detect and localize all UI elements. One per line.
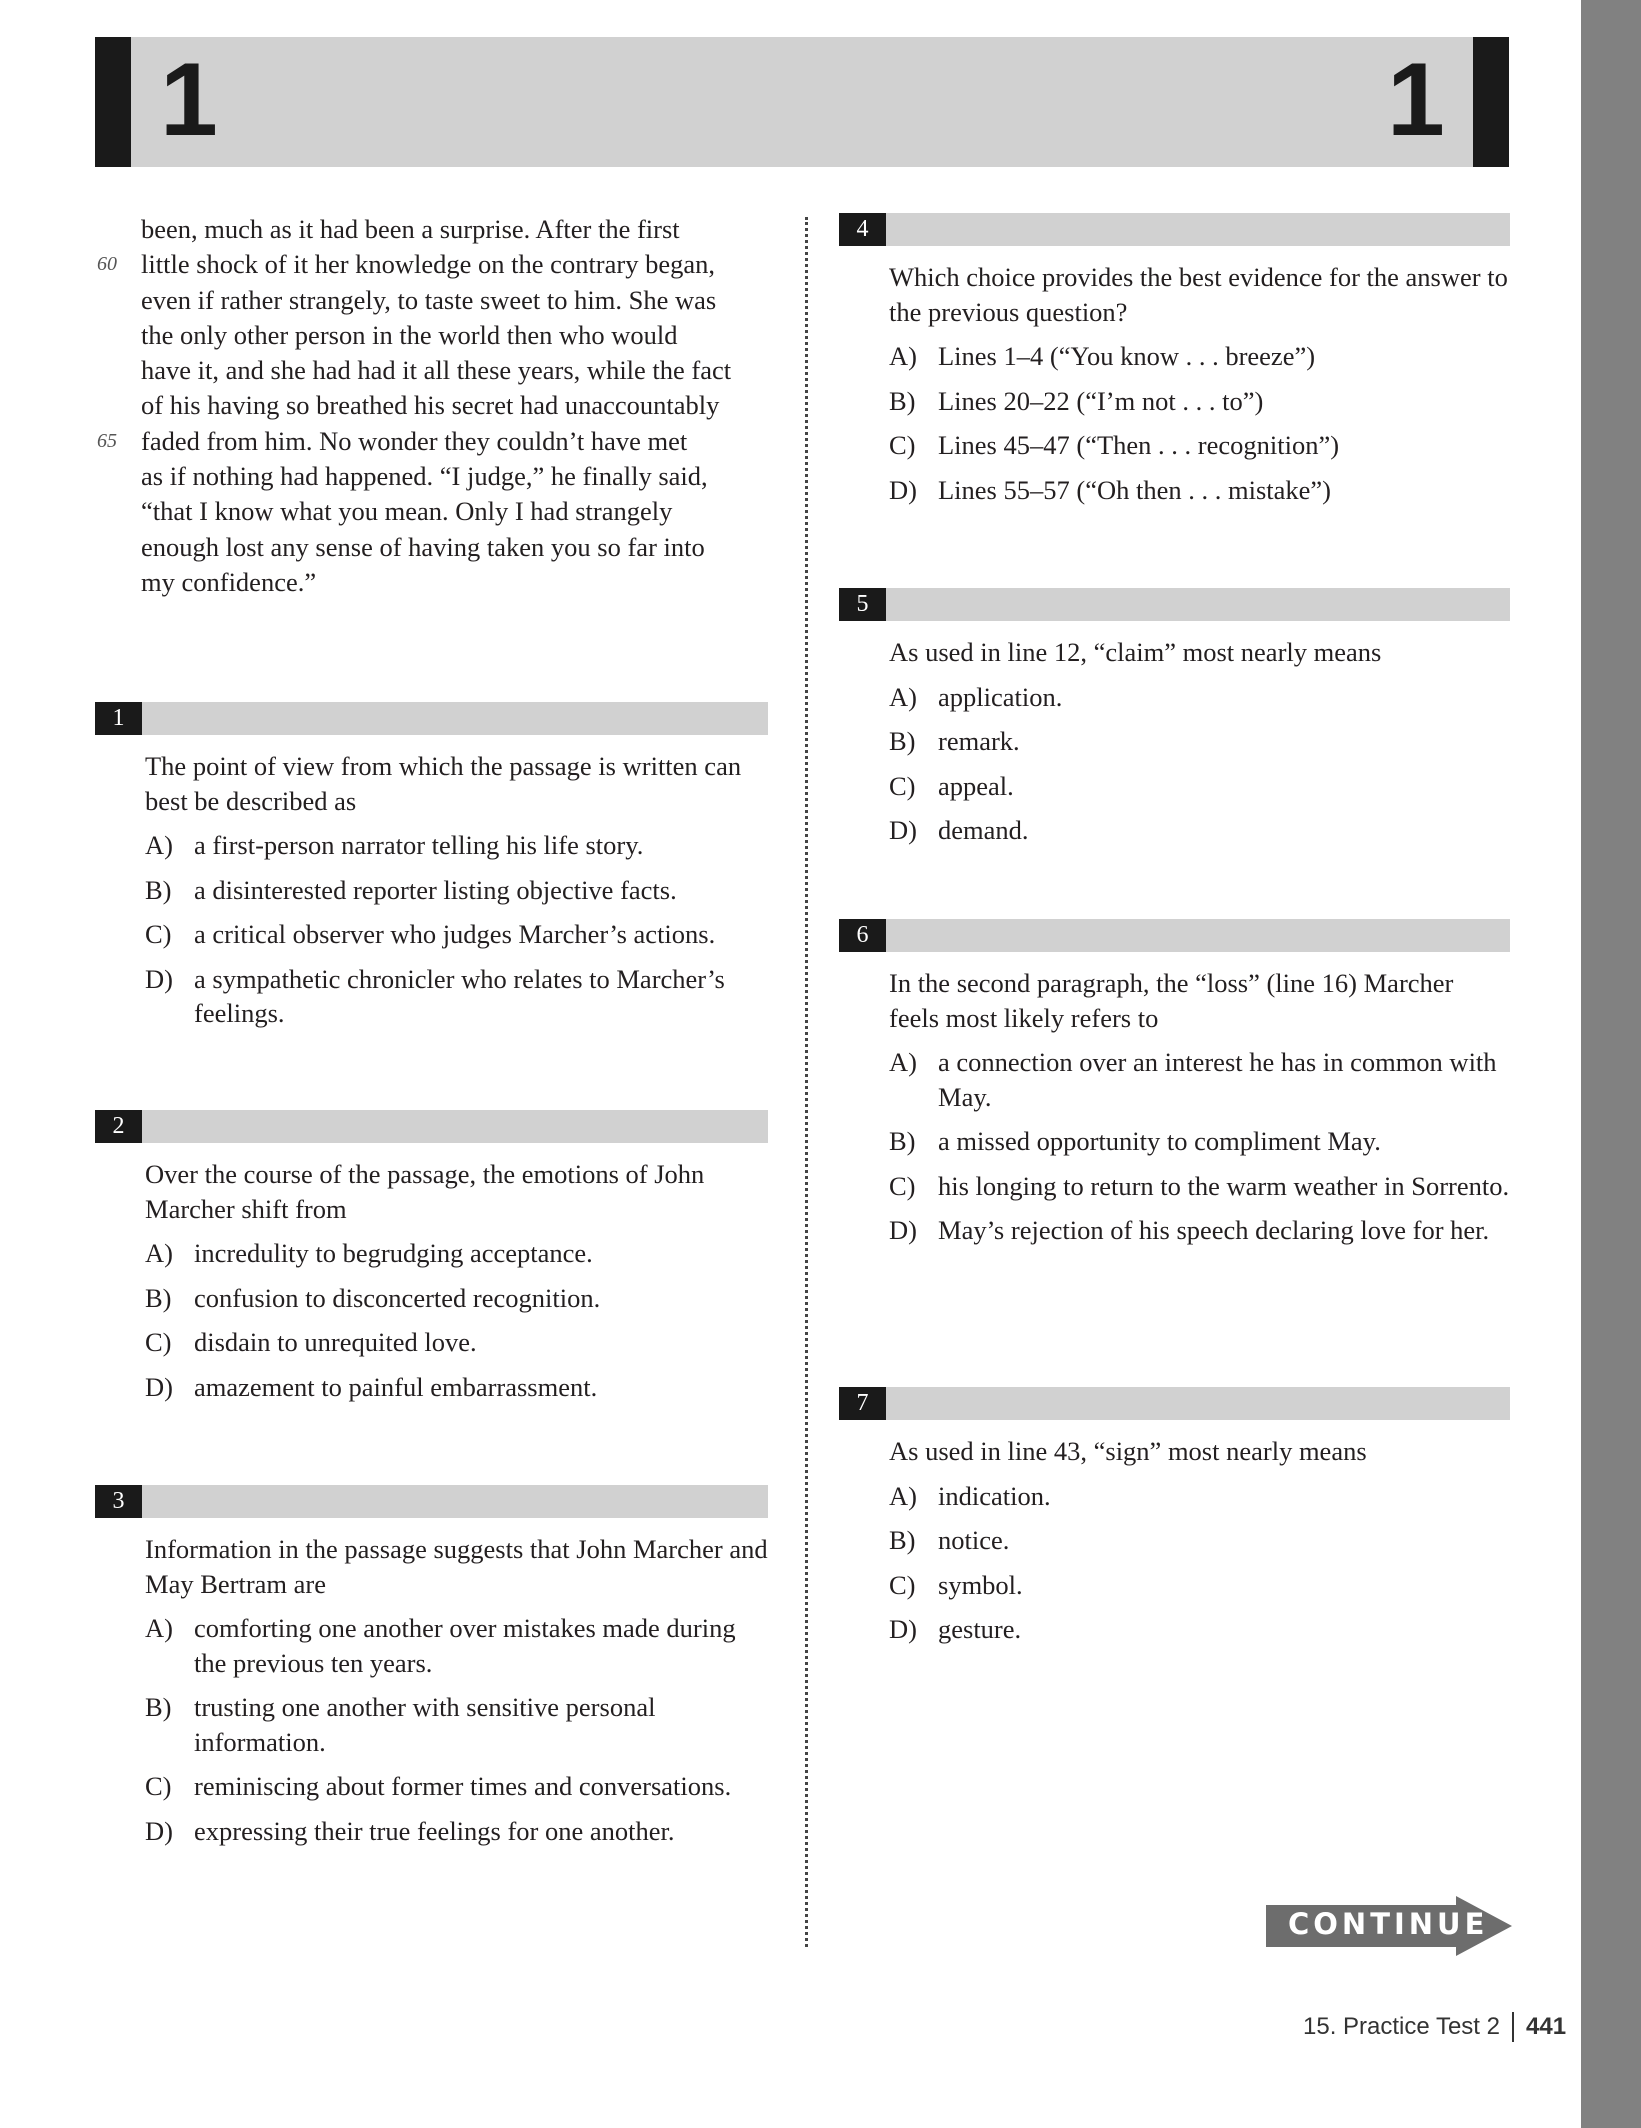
option-text: confusion to disconcerted recognition.	[194, 1282, 601, 1313]
option-text: indication.	[938, 1480, 1051, 1511]
line-text: the only other person in the world then who would	[141, 319, 678, 350]
answer-option-a[interactable]	[145, 828, 768, 863]
answer-option-a[interactable]	[889, 339, 1510, 374]
question-number: 3	[95, 1485, 142, 1518]
option-letter: C)	[889, 430, 916, 460]
passage-line	[141, 283, 781, 318]
answer-option-c[interactable]	[145, 1325, 768, 1360]
option-text: trusting one another with sensitive personal information.	[194, 1692, 656, 1757]
answer-option-d[interactable]	[889, 1213, 1510, 1248]
passage-line	[141, 388, 781, 423]
passage-line	[141, 353, 781, 388]
option-letter: D)	[145, 1815, 173, 1846]
option-letter: A)	[889, 1480, 917, 1511]
passage-line	[141, 530, 781, 565]
option-letter: B)	[889, 1126, 916, 1156]
option-text: a connection over an interest he has in common with May.	[938, 1047, 1497, 1112]
answer-option-d[interactable]	[889, 473, 1510, 508]
option-letter: A)	[145, 830, 173, 860]
answer-option-a[interactable]	[889, 680, 1510, 715]
option-text: appeal.	[938, 770, 1014, 801]
option-letter: B)	[145, 874, 172, 905]
header-left-block	[95, 37, 131, 167]
question-number: 4	[839, 213, 886, 246]
option-letter: C)	[145, 919, 172, 949]
option-letter: B)	[889, 726, 916, 756]
option-letter: B)	[145, 1282, 172, 1313]
option-text: reminiscing about former times and conversations.	[194, 1771, 732, 1801]
option-text: incredulity to begrudging acceptance.	[194, 1238, 593, 1268]
question-1	[95, 702, 768, 1031]
answer-option-b[interactable]	[889, 1124, 1510, 1159]
answer-option-a[interactable]	[889, 1045, 1510, 1114]
option-letter: C)	[889, 770, 916, 801]
option-letter: A)	[145, 1613, 173, 1643]
question-number: 5	[839, 588, 886, 621]
passage-line	[141, 212, 781, 247]
question-4	[839, 213, 1510, 507]
passage-text	[97, 212, 781, 600]
option-letter: B)	[889, 385, 916, 416]
line-text: even if rather strangely, to taste sweet to him. She was	[141, 284, 717, 315]
question-bar	[839, 213, 1510, 246]
option-text: a sympathetic chronicler who relates to Marcher’s feelings.	[194, 963, 725, 1028]
option-text: a missed opportunity to compliment May.	[938, 1126, 1381, 1156]
option-text: Lines 45–47 (“Then . . . recognition”)	[938, 430, 1340, 460]
option-letter: D)	[145, 1371, 173, 1402]
option-letter: B)	[145, 1692, 172, 1722]
question-bar	[95, 1485, 768, 1518]
passage-line	[141, 459, 781, 494]
answer-option-b[interactable]	[889, 384, 1510, 419]
question-7	[839, 1387, 1510, 1647]
answer-option-d[interactable]	[889, 813, 1510, 848]
page-footer	[1303, 2012, 1566, 2042]
footer-separator	[1512, 2012, 1514, 2042]
line-text: little shock of it her knowledge on the contrary began,	[141, 249, 715, 280]
option-letter: C)	[889, 1569, 916, 1600]
question-bar	[95, 702, 768, 735]
line-text: have it, and she had had it all these years, while the fact	[141, 355, 732, 386]
answer-option-b[interactable]	[145, 1281, 768, 1316]
answer-option-c[interactable]	[889, 769, 1510, 804]
option-letter: A)	[889, 1047, 917, 1077]
option-text: his longing to return to the warm weather in Sorrento.	[938, 1170, 1510, 1201]
option-letter: D)	[889, 474, 917, 505]
answer-option-a[interactable]	[889, 1479, 1510, 1514]
option-text: Lines 20–22 (“I’m not . . . to”)	[938, 385, 1264, 416]
option-letter: D)	[889, 1614, 917, 1644]
option-letter: A)	[889, 681, 917, 712]
question-number: 1	[95, 702, 142, 735]
passage-line	[97, 424, 781, 459]
answer-option-b[interactable]	[145, 1690, 768, 1759]
option-text: a critical observer who judges Marcher’s actions.	[194, 919, 716, 949]
answer-option-c[interactable]	[889, 1568, 1510, 1603]
question-stem: Over the course of the passage, the emotions of John Marcher shift from	[145, 1159, 705, 1224]
passage-line	[141, 565, 781, 600]
line-text: my confidence.”	[141, 566, 317, 597]
answer-option-c[interactable]	[889, 1169, 1510, 1204]
question-number: 6	[839, 919, 886, 952]
continue-label: CONTINUE	[1288, 1907, 1489, 1941]
chapter-title: 15. Practice Test 2	[1303, 2013, 1500, 2040]
option-text: disdain to unrequited love.	[194, 1327, 477, 1357]
page-number: 441	[1526, 2013, 1567, 2040]
side-tab	[1581, 0, 1641, 2128]
question-5	[839, 588, 1510, 848]
line-text: been, much as it had been a surprise. After the first	[141, 214, 680, 244]
question-stem: Information in the passage suggests that John Marcher and May Bertram are	[145, 1534, 768, 1599]
option-text: comforting one another over mistakes made during the previous ten years.	[194, 1613, 736, 1678]
question-number: 2	[95, 1110, 142, 1143]
answer-option-b[interactable]	[889, 1523, 1510, 1558]
line-text: as if nothing had happened. “I judge,” he finally said,	[141, 461, 708, 492]
answer-option-b[interactable]	[889, 724, 1510, 759]
option-text: symbol.	[938, 1569, 1023, 1600]
question-6	[839, 919, 1510, 1248]
option-text: demand.	[938, 815, 1029, 845]
question-stem: As used in line 43, “sign” most nearly means	[889, 1436, 1367, 1466]
option-letter: C)	[145, 1771, 172, 1801]
question-stem: In the second paragraph, the “loss” (line 16) Marcher feels most likely refers to	[889, 968, 1454, 1033]
option-letter: A)	[889, 341, 917, 371]
section-number-right: 1	[1387, 42, 1445, 158]
question-3	[95, 1485, 768, 1848]
passage-line	[141, 318, 781, 353]
option-text: Lines 1–4 (“You know . . . breeze”)	[938, 341, 1316, 371]
option-letter: C)	[145, 1327, 172, 1357]
question-stem: The point of view from which the passage is written can best be described as	[145, 751, 742, 816]
option-letter: D)	[889, 815, 917, 845]
answer-option-c[interactable]	[889, 428, 1510, 463]
line-number: 60	[97, 253, 117, 276]
option-text: application.	[938, 681, 1063, 712]
header-right-block	[1473, 37, 1509, 167]
question-2	[95, 1110, 768, 1404]
question-stem: As used in line 12, “claim” most nearly means	[889, 637, 1382, 667]
option-letter: B)	[889, 1525, 916, 1555]
line-text: “that I know what you mean. Only I had strangely	[141, 496, 673, 527]
section-number-left: 1	[160, 42, 218, 158]
option-letter: C)	[889, 1170, 916, 1201]
option-text: Lines 55–57 (“Oh then . . . mistake”)	[938, 474, 1331, 505]
passage-line	[141, 494, 781, 529]
answer-option-c[interactable]	[145, 1769, 768, 1804]
option-text: a disinterested reporter listing objective facts.	[194, 874, 677, 905]
line-text: faded from him. No wonder they couldn’t have met	[141, 425, 688, 456]
question-bar	[839, 588, 1510, 621]
question-bar	[839, 919, 1510, 952]
continue-indicator	[1266, 1896, 1512, 1956]
passage-line	[97, 247, 781, 282]
question-bar	[95, 1110, 768, 1143]
option-letter: D)	[145, 963, 173, 994]
option-text: gesture.	[938, 1614, 1022, 1644]
section-header	[95, 37, 1509, 167]
answer-option-a[interactable]	[145, 1236, 768, 1271]
answer-option-d[interactable]	[145, 1814, 768, 1849]
question-stem: Which choice provides the best evidence for the answer to the previous question?	[889, 262, 1508, 327]
option-letter: D)	[889, 1215, 917, 1245]
answer-option-c[interactable]	[145, 917, 768, 952]
option-text: remark.	[938, 726, 1020, 756]
option-text: expressing their true feelings for one another.	[194, 1815, 675, 1846]
option-text: amazement to painful embarrassment.	[194, 1371, 598, 1402]
line-text: enough lost any sense of having taken you so far into	[141, 531, 705, 562]
line-text: of his having so breathed his secret had unaccountably	[141, 390, 720, 421]
option-text: May’s rejection of his speech declaring love for her.	[938, 1215, 1490, 1245]
answer-option-b[interactable]	[145, 873, 768, 908]
answer-option-d[interactable]	[145, 962, 768, 1031]
answer-option-a[interactable]	[145, 1611, 768, 1680]
column-divider	[805, 217, 808, 1947]
answer-option-d[interactable]	[889, 1612, 1510, 1647]
option-text: notice.	[938, 1525, 1010, 1555]
question-bar	[839, 1387, 1510, 1420]
answer-option-d[interactable]	[145, 1370, 768, 1405]
question-number: 7	[839, 1387, 886, 1420]
option-letter: A)	[145, 1238, 173, 1268]
option-text: a first-person narrator telling his life story.	[194, 830, 644, 860]
line-number: 65	[97, 429, 117, 452]
